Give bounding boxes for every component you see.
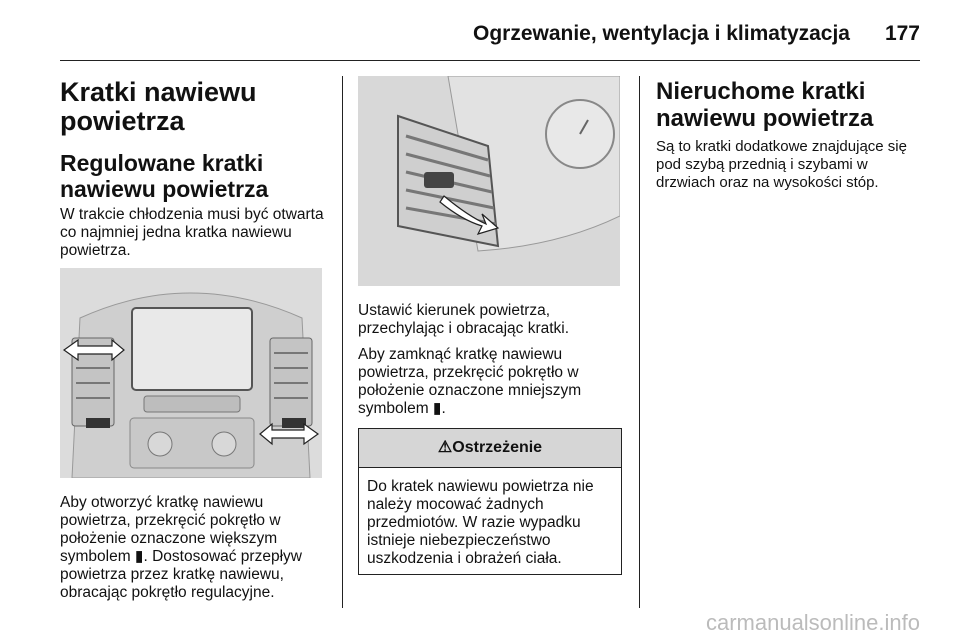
subsection-heading: Regulowane kratki nawiewu powietrza [60,150,269,202]
warning-header [359,429,621,468]
warning-box [358,428,622,575]
dashboard-vents-illustration [60,268,322,478]
watermark: carmanualsonline.info [705,610,920,635]
column-3 [656,76,926,200]
paragraph-cooling: W trakcie chłodzenia musi być otwarta co najmniej jedna kratka nawiewu powietrza. [60,206,324,259]
vent-adjustment-illustration [358,76,620,286]
paragraph-fixed-vents: Są to kratki dodatkowe znajdujące się pod szybą przednią i szybami w drzwiach oraz na wysokości stóp. [656,138,907,191]
column-1 [60,76,328,610]
running-header: Ogrzewanie, wentylacja i klimatyzacja [472,22,850,45]
warning-triangle-icon: ⚠ [437,439,453,456]
paragraph-direction: Ustawić kierunek powietrza, przechylając i obracając kratki. [358,302,570,337]
vent-adjustment-drawing [358,76,620,286]
paragraph-close-vent: Aby zamknąć kratkę nawiewu powietrza, przekręcić pokrętło w położenie oznaczone mniejszym symbolem ▮. [358,346,582,417]
dashboard-vents-drawing [60,268,322,478]
section-heading-fixed-vents: Nieruchome kratki nawiewu powietrza [656,78,874,132]
column-divider-1 [342,76,343,608]
column-divider-2 [639,76,640,608]
column-2 [358,76,622,575]
warning-text: Do kratek nawiewu powietrza nie należy mocować żadnych przedmiotów. W razie wypadku istnieje niebezpieczeństwo uszkodzenia i obrażeń ciała. [367,478,594,567]
page-number: 177 [884,22,920,45]
section-heading: Kratki nawiewu powietrza [60,77,257,136]
warning-title: Ostrzeżenie [452,439,543,456]
header-rule [60,60,920,61]
paragraph-open-vent: Aby otworzyć kratkę nawiewu powietrza, przekręcić pokrętło w położenie oznaczone większym symbolem ▮. Dostosować przepływ powietrza przez kratkę nawiewu, obracając pokrętło regulacyjne. [60,494,302,601]
